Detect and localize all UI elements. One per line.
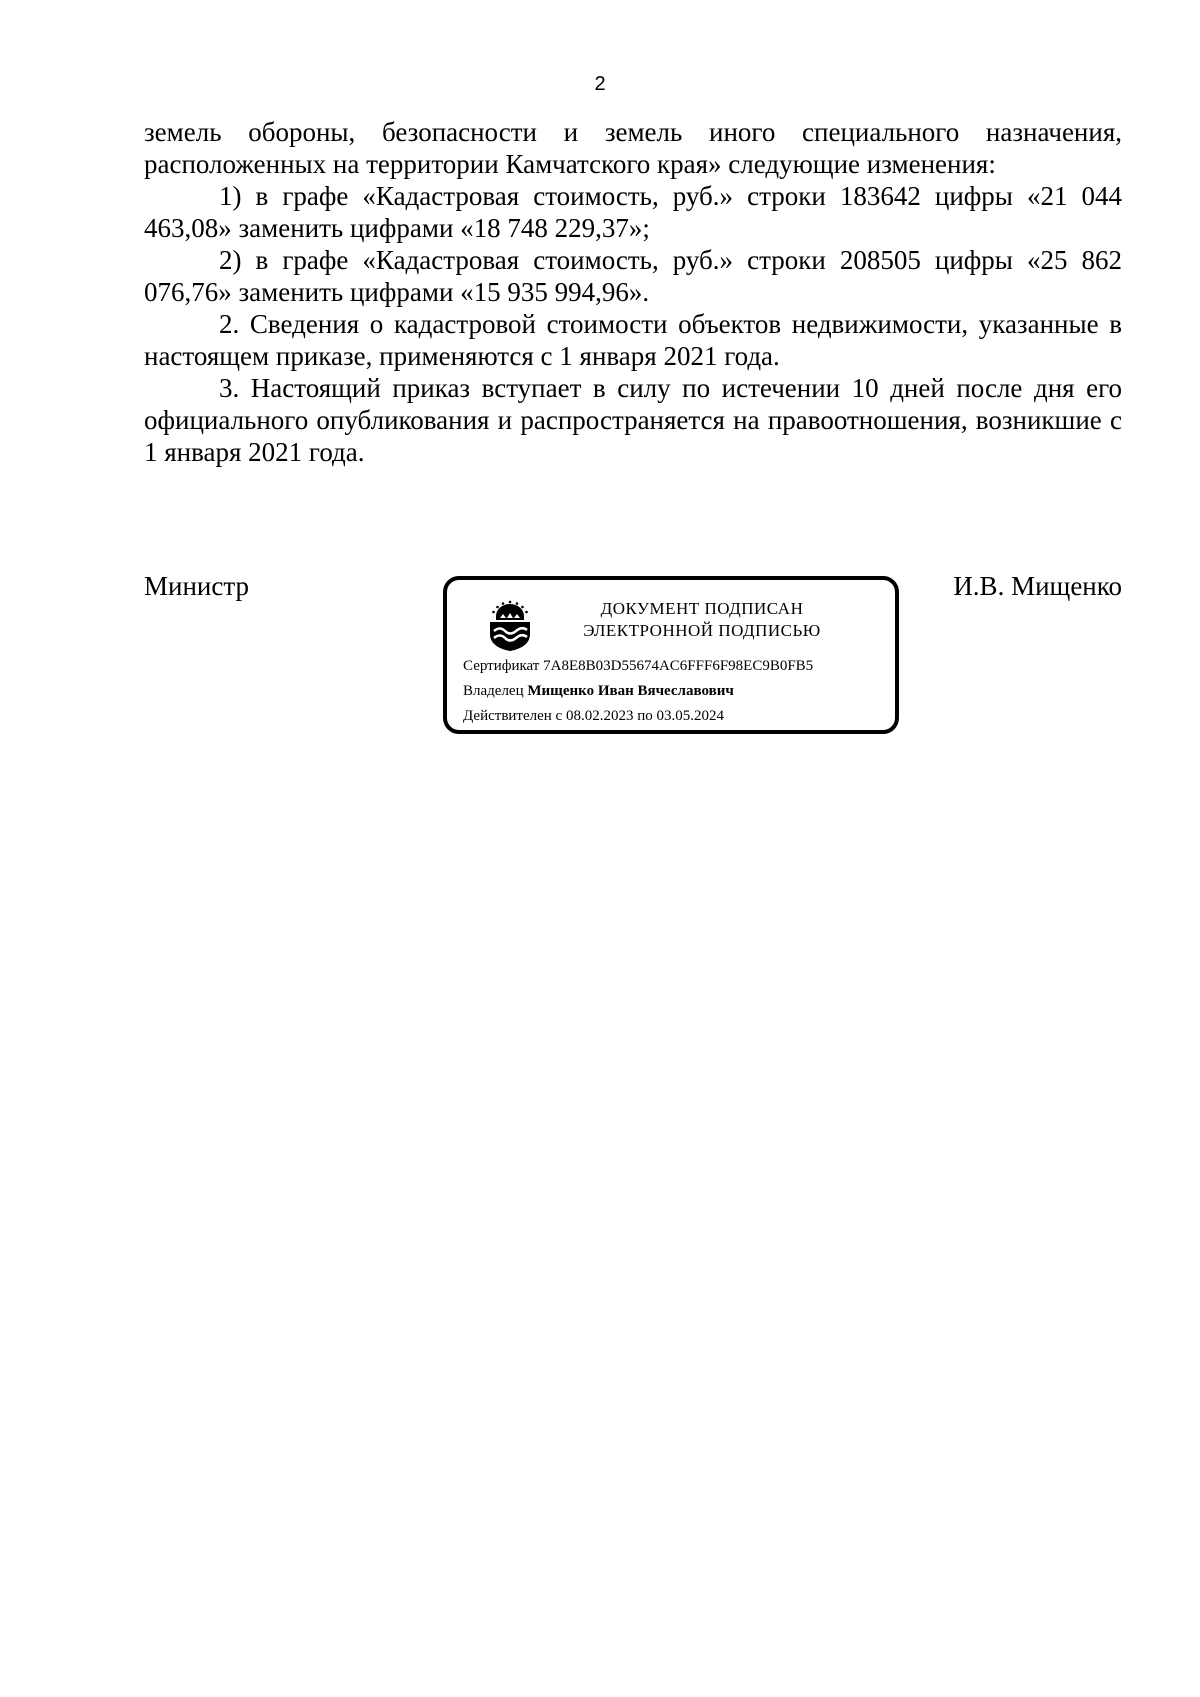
certificate-value: 7A8E8B03D55674AC6FFF6F98EC9B0FB5 — [543, 658, 814, 674]
valid-label: Действителен с — [463, 708, 563, 724]
valid-to-label: по — [637, 708, 653, 724]
valid-to: 03.05.2024 — [656, 708, 724, 724]
stamp-owner-line — [463, 681, 734, 701]
valid-from: 08.02.2023 — [565, 708, 634, 724]
paragraph-item-3: 3. Настоящий приказ вступает в силу по истечении 10 дней после дня его официального опубликования и распространяется на правоотношения, возникшие с 1 января 2021 года. — [144, 373, 1122, 467]
paragraph-change-2: 2) в графе «Кадастровая стоимость, руб.» строки 208505 цифры «25 862 076,76» заменить цифрами «15 935 994,96». — [144, 245, 1122, 307]
page-number: 2 — [594, 73, 606, 95]
signatory-name: И.В. Мищенко — [953, 571, 1122, 601]
owner-label: Владелец — [463, 683, 524, 699]
paragraph-item-2: 2. Сведения о кадастровой стоимости объектов недвижимости, указанные в настоящем приказе, применяются с 1 января 2021 года. — [144, 309, 1122, 371]
document-body — [144, 116, 1122, 468]
stamp-heading — [547, 598, 857, 642]
stamp-validity-line — [463, 706, 724, 726]
stamp-heading-line-2: ЭЛЕКТРОННОЙ ПОДПИСЬЮ — [583, 621, 821, 640]
paragraph-continuation: земель обороны, безопасности и земель иного специального назначения, расположенных на территории Камчатского края» следующие изменения: — [144, 117, 1122, 179]
stamp-heading-line-1: ДОКУМЕНТ ПОДПИСАН — [600, 599, 804, 618]
owner-value: Мищенко Иван Вячеславович — [527, 683, 734, 699]
stamp-certificate-line — [463, 656, 813, 676]
signatory-position: Министр — [144, 571, 249, 601]
electronic-signature-stamp — [443, 576, 899, 734]
paragraph-change-1: 1) в графе «Кадастровая стоимость, руб.» строки 183642 цифры «21 044 463,08» заменить цифрами «18 748 229,37»; — [144, 181, 1122, 243]
certificate-label: Сертификат — [463, 658, 540, 674]
kamchatka-emblem-icon — [485, 600, 535, 652]
